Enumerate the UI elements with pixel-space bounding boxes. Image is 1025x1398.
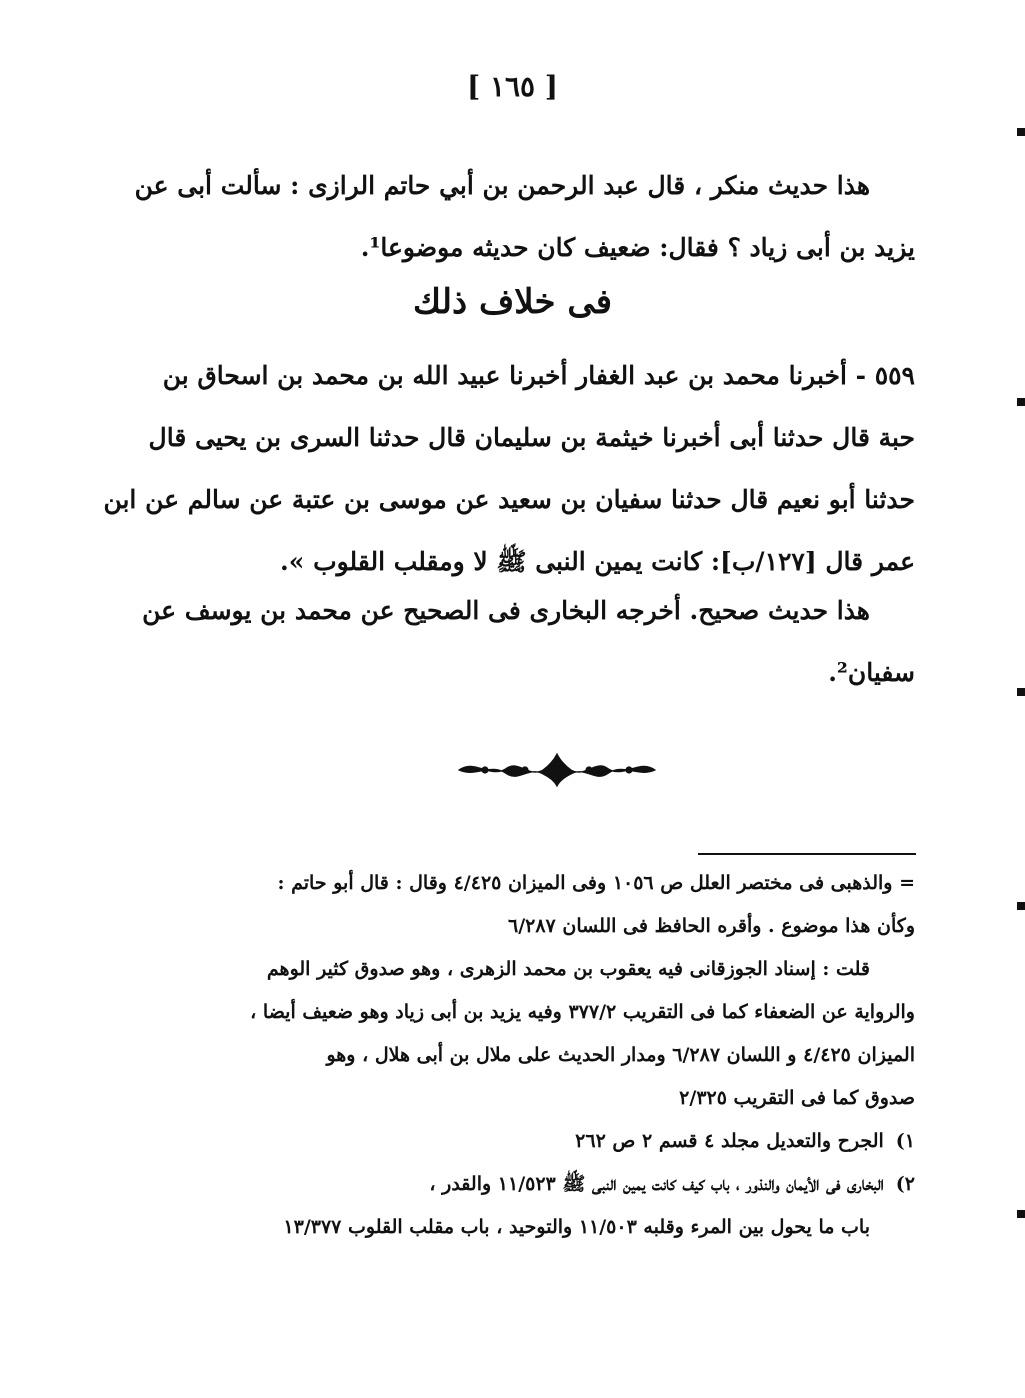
text-line: سفيان². [828,658,915,687]
ornament-divider-icon [455,748,660,790]
footnote-line: والرواية عن الضعفاء كما فى التقريب ٣٧٧/٢ وفيه يزيد بن أبى زياد وهو ضعيف أيضا ، [250,1001,915,1023]
footnote-text: الجرح والتعديل مجلد ٤ قسم ٢ ص ٢٦٢ [575,1130,884,1152]
page-number: [ ١٦٥ ] [466,70,559,103]
paragraph-verdict [142,580,915,704]
footnote-text: البخارى فى الأيمان والنذور ، باب كيف كانت يمين النبى ﷺ ١١/٥٢٣ والقدر ، [429,1173,884,1195]
footnote-number: ١) [895,1130,915,1152]
paragraph-intro [134,155,915,279]
text-line: عمر قال [١٢٧/ب]: كانت يمين النبى ﷺ لا ومقلب القلوب ». [280,547,915,576]
text-line: ٥٥٩ - أخبرنا محمد بن عبد الغفار أخبرنا عبيد الله بن محمد بن اسحاق بن [162,361,915,390]
footnote-1 [185,1120,915,1163]
text-line: يزيد بن أبى زياد ؟ فقال: ضعيف كان حديثه موضوعا¹. [360,233,915,262]
footnote-line: الميزان ٤/٤٢٥ و اللسان ٦/٢٨٧ ومدار الحديث على ملال بن أبى هلال ، وهو [326,1044,915,1066]
footnote-line: قلت : إسناد الجوزقانى فيه يعقوب بن محمد الزهرى ، وهو صدوق كثير الوهم [266,958,870,980]
footnote-line: = والذهبى فى مختصر العلل ص ١٠٥٦ وفى الميزان ٤/٤٢٥ وقال : قال أبو حاتم : [277,872,915,894]
footnote-2 [185,1163,915,1206]
text-line: هذا حديث منكر ، قال عبد الرحمن بن أبي حاتم الرازى : سألت أبى عن [134,171,870,200]
scan-edge-mark [1017,398,1025,406]
footnote-line: وكأن هذا موضوع . وأقره الحافظ فى اللسان ٦/٢٨٧ [508,915,915,937]
scan-edge-mark [1017,128,1025,136]
scan-edge-mark [1017,902,1025,910]
text-line: حبة قال حدثنا أبى أخبرنا خيثمة بن سليمان قال حدثنا السرى بن يحيى قال [148,423,915,452]
footnote-line: صدوق كما فى التقريب ٢/٣٢٥ [679,1087,915,1109]
footnote-line: باب ما يحول بين المرء وقلبه ١١/٥٠٣ والتوحيد ، باب مقلب القلوب ١٣/٣٧٧ [283,1216,870,1238]
footnote-separator [698,853,916,855]
footnote-number: ٢) [895,1173,915,1195]
scan-edge-mark [1017,688,1025,696]
footnotes [185,862,915,1249]
text-line: حدثنا أبو نعيم قال حدثنا سفيان بن سعيد عن موسى بن عتبة عن سالم عن ابن [103,485,915,514]
text-line: هذا حديث صحيح. أخرجه البخارى فى الصحيح عن محمد بن يوسف عن [142,596,870,625]
section-heading: فى خلاف ذلك [413,282,612,322]
scan-edge-mark [1017,1210,1025,1218]
hadith-paragraph [103,345,915,593]
